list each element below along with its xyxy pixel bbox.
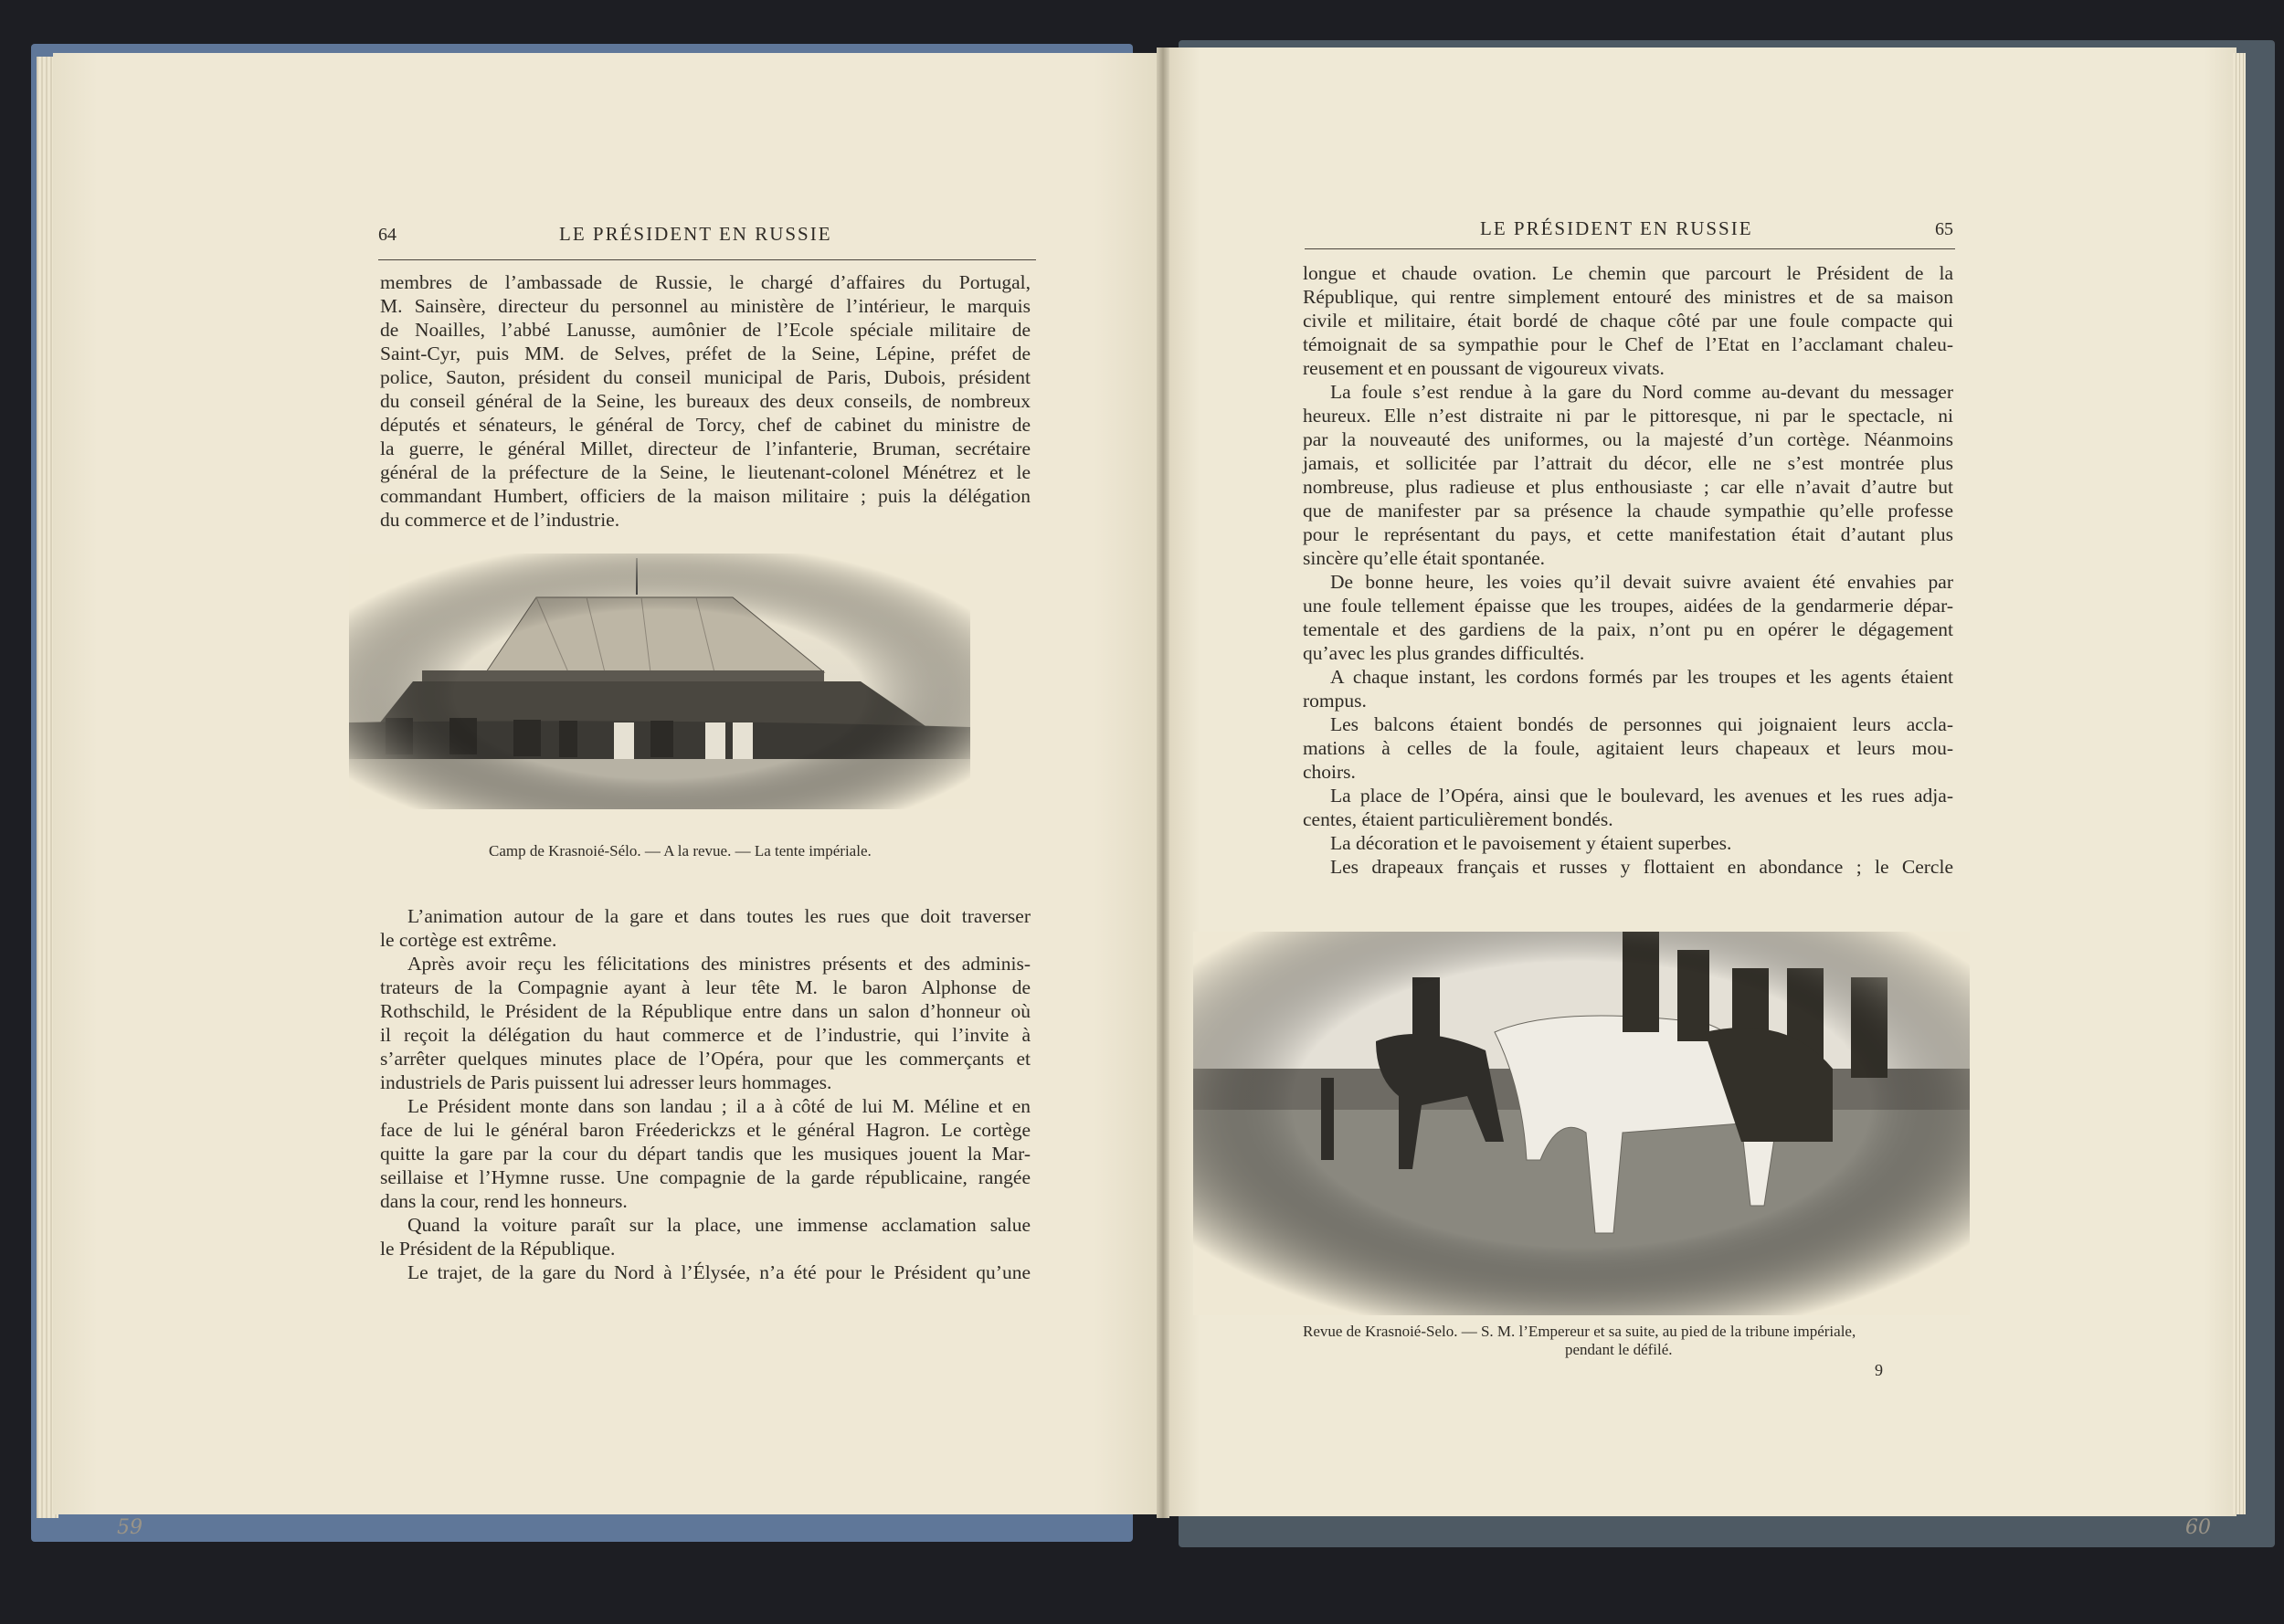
text-line: M. Sainsère, directeur du personnel au ministère de l’intérieur, le marquis	[380, 295, 1031, 317]
text-line: République, qui rentre simplement entouré des ministres et de sa maison	[1303, 286, 1953, 308]
left-header-rule	[378, 259, 1036, 260]
page-edges-right	[2233, 53, 2246, 1514]
text-line: mations à celles de la foule, agitaient leurs chapeaux et leurs mou-	[1303, 737, 1953, 759]
left-folio: 64	[378, 225, 397, 245]
text-line: Le Président monte dans son landau ; il a à côté de lui M. Méline et en	[407, 1095, 1031, 1117]
text-line: reusement et en poussant de vigoureux vivats.	[1303, 357, 1665, 379]
text-line: La foule s’est rendue à la gare du Nord comme au-devant du messager	[1330, 381, 1953, 403]
text-line: Les drapeaux français et russes y flottaient en abondance ; le Cercle	[1330, 856, 1953, 878]
handwritten-page-number-right: 60	[2185, 1516, 2211, 1539]
text-line: témoignait de sa sympathie pour le Chef de l’Etat en l’acclamant chaleu-	[1303, 333, 1953, 355]
left-text-top	[380, 270, 1031, 532]
text-line: jamais, et sollicitée par l’attrait du décor, elle ne s’est montrée plus	[1303, 452, 1953, 474]
left-text-bottom	[380, 904, 1031, 1284]
text-line: la guerre, le général Millet, directeur de l’infanterie, Bruman, secrétaire	[380, 438, 1031, 459]
left-running-head: LE PRÉSIDENT EN RUSSIE	[559, 223, 832, 245]
text-line: industriels de Paris puissent lui adresser leurs hommages.	[380, 1071, 832, 1093]
text-line: longue et chaude ovation. Le chemin que parcourt le Président de la	[1303, 262, 1953, 284]
text-line: rompus.	[1303, 690, 1367, 712]
text-line: seillaise et l’Hymne russe. Une compagnie de la garde républicaine, rangée	[380, 1166, 1031, 1188]
text-line: A chaque instant, les cordons formés par les troupes et les agents étaient	[1330, 666, 1953, 688]
text-line: civile et militaire, était bordé de chaque côté par une foule compacte qui	[1303, 310, 1953, 332]
right-running-head: LE PRÉSIDENT EN RUSSIE	[1480, 217, 1753, 239]
right-figure-caption-line-2: pendant le défilé.	[1565, 1341, 1673, 1358]
text-line: Le trajet, de la gare du Nord à l’Élysée, n’a été pour le Président qu’une	[407, 1261, 1031, 1283]
text-line: pour le représentant du pays, et cette manifestation était d’autant plus	[1303, 523, 1953, 545]
text-line: que de manifester par sa présence la chaude sympathie qu’elle professe	[1303, 500, 1953, 522]
text-line: police, Sauton, président du conseil municipal de Paris, Dubois, président	[380, 366, 1031, 388]
left-figure-caption: Camp de Krasnoié-Sélo. — A la revue. — La tente impériale.	[489, 842, 872, 859]
text-line: sincère qu’elle était spontanée.	[1303, 547, 1546, 569]
text-line: Saint-Cyr, puis MM. de Selves, préfet de la Seine, Lépine, préfet de	[380, 343, 1031, 364]
photo-imperial-tent	[349, 554, 970, 809]
text-line: dans la cour, rend les honneurs.	[380, 1190, 628, 1212]
text-line: trateurs de la Compagnie ayant à leur tête M. le baron Alphonse de	[380, 976, 1031, 998]
right-text	[1303, 261, 1953, 879]
handwritten-page-number-left: 59	[117, 1516, 143, 1539]
text-line: il reçoit la délégation du haut commerce et de l’industrie, qui l’invite à	[380, 1024, 1031, 1046]
text-line: du conseil général de la Seine, les bureaux des deux conseils, de nombreux	[380, 390, 1031, 412]
text-line: L’animation autour de la gare et dans toutes les rues que doit traverser	[407, 905, 1031, 927]
text-line: le cortège est extrême.	[380, 929, 557, 951]
text-line: par la nouveauté des uniformes, ou la majesté d’un cortège. Néanmoins	[1303, 428, 1953, 450]
text-line: De bonne heure, les voies qu’il devait suivre avaient été envahies par	[1330, 571, 1953, 593]
photo-emperor-and-suite	[1193, 932, 1970, 1315]
text-line: tementale et des gardiens de la paix, n’ont pu en opérer le dégagement	[1303, 618, 1953, 640]
text-line: face de lui le général baron Fréederickzs et le général Hagron. Le cortège	[380, 1119, 1031, 1141]
text-line: choirs.	[1303, 761, 1356, 783]
text-line: qu’avec les plus grandes difficultés.	[1303, 642, 1585, 664]
text-line: députés et sénateurs, le général de Torcy, chef de cabinet du ministre de	[380, 414, 1031, 436]
text-line: général de la préfecture de la Seine, le lieutenant-colonel Ménétrez et le	[380, 461, 1031, 483]
text-line: commandant Humbert, officiers de la maison militaire ; puis la délégation	[380, 485, 1031, 507]
gutter	[1157, 47, 1169, 1518]
text-line: heureux. Elle n’est distraite ni par le pittoresque, ni par le spectacle, ni	[1303, 405, 1953, 427]
text-line: Les balcons étaient bondés de personnes qui joignaient leurs accla-	[1330, 713, 1953, 735]
text-line: de Noailles, l’abbé Lanusse, aumônier de l’Ecole spéciale militaire de	[380, 319, 1031, 341]
text-line: membres de l’ambassade de Russie, le chargé d’affaires du Portugal,	[380, 271, 1031, 293]
text-line: s’arrêter quelques minutes place de l’Opéra, pour que les commerçants et	[380, 1048, 1031, 1070]
signature-mark: 9	[1875, 1361, 1883, 1379]
text-line: Rothschild, le Président de la République entre dans un salon d’honneur où	[380, 1000, 1031, 1022]
text-line: La décoration et le pavoisement y étaient superbes.	[1330, 832, 1732, 854]
text-line: une foule tellement épaisse que les troupes, aidées de la gendarmerie dépar-	[1303, 595, 1953, 617]
right-header-rule	[1305, 248, 1955, 249]
text-line: le Président de la République.	[380, 1238, 616, 1260]
text-line: du commerce et de l’industrie.	[380, 509, 620, 531]
text-line: quitte la gare par la cour du départ tandis que les musiques jouent la Mar-	[380, 1143, 1031, 1165]
right-folio: 65	[1935, 219, 1953, 239]
text-line: La place de l’Opéra, ainsi que le boulevard, les avenues et les rues adja-	[1330, 785, 1953, 807]
text-line: Après avoir reçu les félicitations des ministres présents et des adminis-	[407, 953, 1031, 975]
text-line: Quand la voiture paraît sur la place, une immense acclamation salue	[407, 1214, 1031, 1236]
text-line: nombreuse, plus radieuse et plus enthousiaste ; car elle n’avait d’autre but	[1303, 476, 1953, 498]
right-figure-caption-line-1: Revue de Krasnoié-Selo. — S. M. l’Empereur et sa suite, au pied de la tribune impériale,	[1303, 1323, 1856, 1340]
text-line: centes, étaient particulièrement bondés.	[1303, 808, 1613, 830]
